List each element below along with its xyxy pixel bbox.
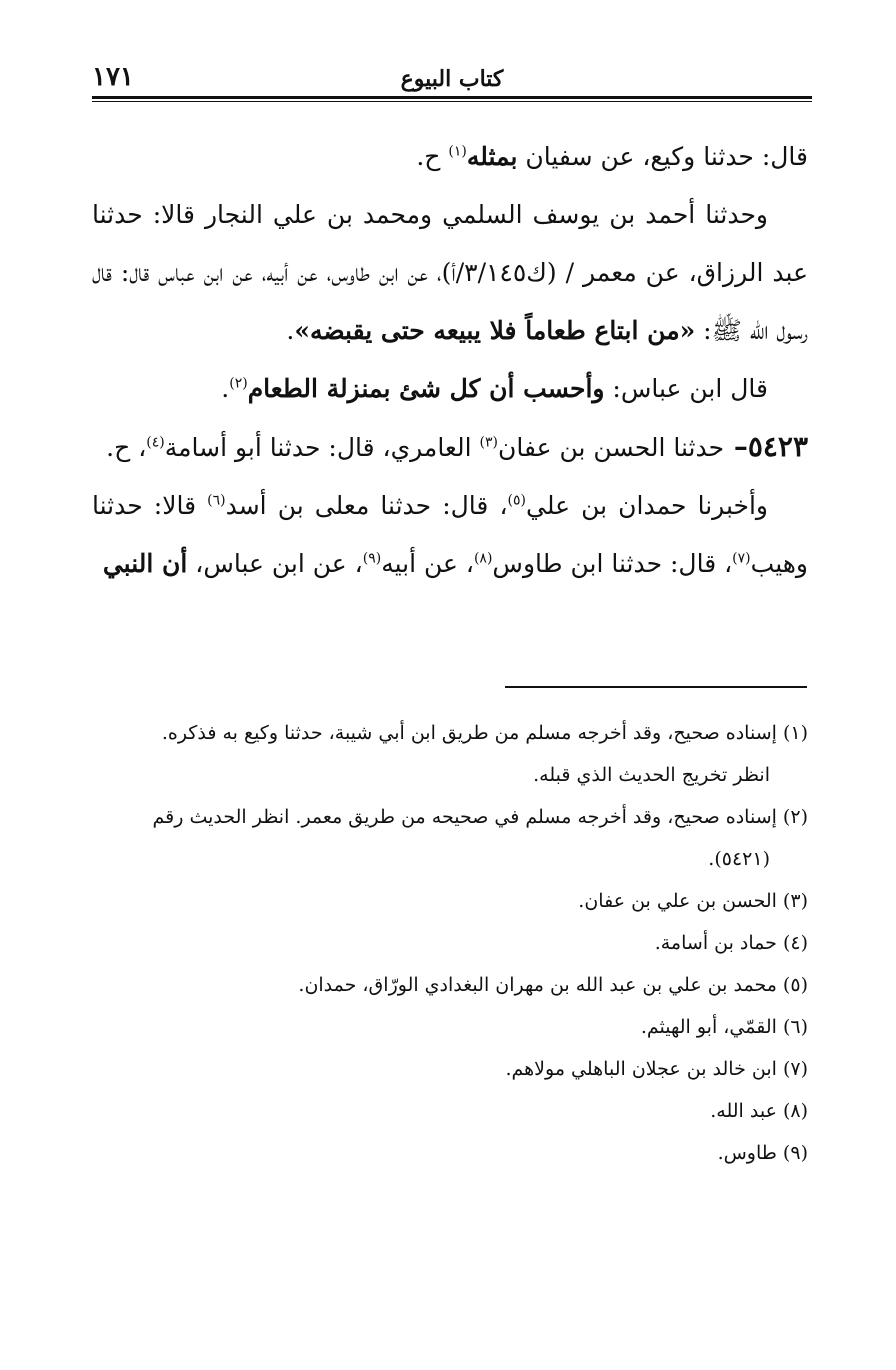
p1-text-c: ح. — [416, 142, 449, 171]
p2-text-c: . — [286, 316, 295, 345]
p4-text-a: حدثنا الحسن بن عفان — [497, 433, 725, 462]
footnote-1-continuation — [92, 754, 808, 796]
footnote-2 — [92, 796, 808, 838]
footnote-4 — [92, 922, 808, 964]
footnote-ref-6[interactable]: (٦) — [207, 492, 226, 509]
footnote-2-continuation — [92, 838, 808, 880]
footnote-1-text: (١) إسناده صحيح، وقد أخرجه مسلم من طريق ابن أبي شيبة، حدثنا وكيع به فذكره. — [161, 722, 808, 744]
footnote-5 — [92, 964, 808, 1006]
footnote-8 — [92, 1090, 808, 1132]
footnote-6 — [92, 1006, 808, 1048]
paragraph-2 — [92, 186, 808, 360]
header-rule-thin — [92, 101, 812, 102]
hadith-dash: – — [724, 430, 748, 463]
paragraph-5 — [92, 477, 808, 593]
footnote-1-text-cont: انظر تخريج الحديث الذي قبله. — [533, 764, 770, 786]
footnote-ref-1[interactable]: (١) — [448, 143, 467, 160]
page-header — [92, 62, 812, 96]
footnote-6-text: (٦) القمّي، أبو الهيثم. — [640, 1016, 808, 1038]
paragraph-4 — [92, 418, 808, 477]
footnote-9 — [92, 1132, 808, 1174]
footnote-5-text: (٥) محمد بن علي بن عبد الله بن مهران البغدادي الورّاق، حمدان. — [298, 974, 808, 996]
main-text — [92, 128, 808, 593]
paragraph-1 — [92, 128, 808, 186]
hadith-matn: «من ابتاع طعاماً فلا يبيعه حتى يقبضه» — [294, 316, 696, 345]
footnote-ref-4[interactable]: (٤) — [146, 434, 165, 451]
hadith-number: ٥٤٢٣ — [747, 430, 808, 463]
footnote-separator — [505, 686, 807, 688]
footnote-2-text: (٢) إسناده صحيح، وقد أخرجه مسلم في صحيحه من طريق معمر. انظر الحديث رقم — [152, 806, 808, 828]
footnote-1 — [92, 712, 808, 754]
p4-text-b: العامري، قال: حدثنا أبو أسامة — [164, 433, 480, 462]
p1-bold: بمثله — [466, 142, 518, 171]
footnote-3-text: (٣) الحسن بن علي بن عفان. — [578, 890, 808, 912]
p5-text-d: ، قال: حدثنا ابن طاوس — [492, 549, 733, 578]
footnote-ref-9[interactable]: (٩) — [362, 550, 382, 567]
footnote-7 — [92, 1048, 808, 1090]
p5-bold: أن النبي — [102, 549, 188, 578]
p5-text-a: وأخبرنا حمدان بن علي — [525, 491, 768, 520]
paragraph-3 — [92, 360, 808, 418]
footnote-2-text-cont: (٥٤٢١). — [708, 848, 770, 870]
page-number: ١٧١ — [92, 62, 134, 92]
p3-bold: وأحسب أن كل شئ بمنزلة الطعام — [247, 374, 605, 403]
p1-text-a: قال: حدثنا وكيع، عن سفيان — [517, 142, 808, 171]
p5-text-e: ، عن أبيه — [381, 549, 474, 578]
footnote-ref-5[interactable]: (٥) — [507, 492, 526, 509]
footnote-8-text: (٨) عبد الله. — [710, 1100, 808, 1122]
p5-text-f: ، عن ابن عباس، — [187, 549, 363, 578]
footnote-ref-3[interactable]: (٣) — [479, 434, 498, 451]
footnote-9-text: (٩) طاوس. — [717, 1142, 808, 1164]
p2-text-a: وحدثنا أحمد بن يوسف السلمي ومحمد بن علي النجار قالا: حدثنا عبد الرزاق، عن معمر / (ك٣/١٤٥/أ)، عن ابن طاوس، عن أبيه، عن ابن عباس قال: قال رسول الله ﷺ: — [92, 200, 808, 345]
p5-text-b: ، قال: حدثنا معلى بن أسد — [225, 491, 508, 520]
footnote-7-text: (٧) ابن خالد بن عجلان الباهلي مولاهم. — [505, 1058, 808, 1080]
header-rule-thick — [92, 96, 812, 99]
p3-text-c: . — [221, 374, 230, 403]
footnotes — [92, 712, 808, 1174]
footnote-3 — [92, 880, 808, 922]
chapter-title: كتاب البيوع — [400, 66, 504, 92]
p4-text-c: ، ح. — [106, 433, 147, 462]
footnote-ref-7[interactable]: (٧) — [732, 550, 751, 567]
footnote-4-text: (٤) حماد بن أسامة. — [654, 932, 808, 954]
footnote-ref-8[interactable]: (٨) — [473, 550, 493, 567]
footnote-ref-2[interactable]: (٢) — [229, 375, 248, 392]
p5-text-c: قالا: حدثنا وهيب — [92, 491, 808, 578]
p3-text-a: قال ابن عباس: — [604, 374, 768, 403]
